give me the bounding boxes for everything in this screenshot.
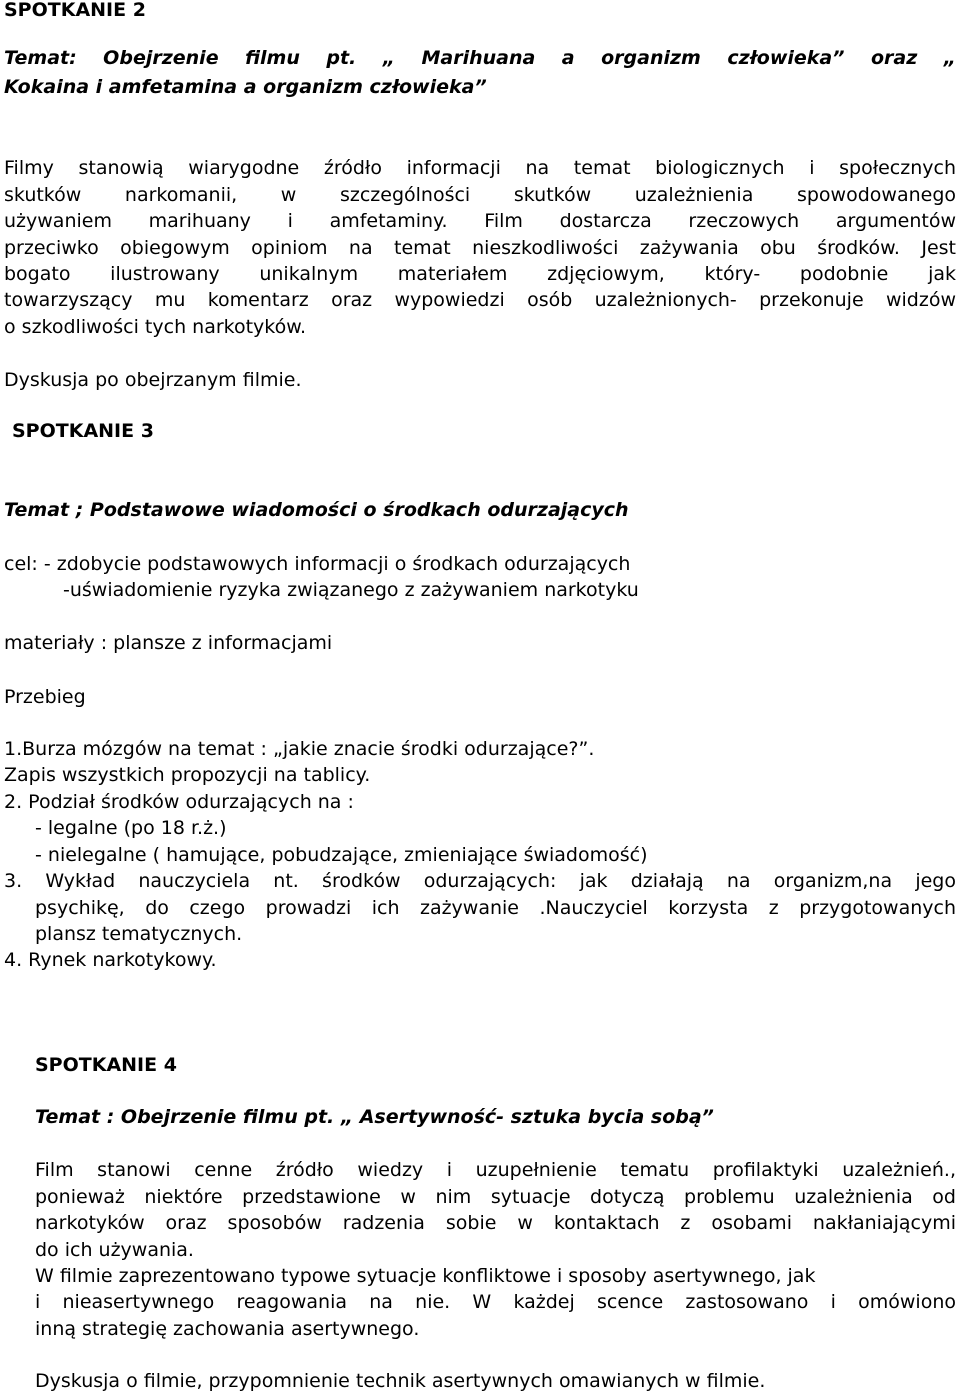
paragraph-line: przeciwko obiegowym opiniom na temat nieszkodliwości zażywania obu środków. Jest (4, 237, 956, 259)
section-heading: SPOTKANIE 4 (35, 1054, 177, 1076)
list-item: 4. Rynek narkotykowy. (4, 949, 217, 971)
discussion-note: Dyskusja po obejrzanym filmie. (4, 369, 302, 391)
paragraph-line: skutków narkomanii, w szczególności skutków uzależnienia spowodowanego (4, 184, 956, 206)
paragraph-line: Filmy stanowią wiarygodne źródło informacji na temat biologicznych i społecznych (4, 157, 956, 179)
section-topic-line: Temat : Obejrzenie filmu pt. „ Asertywność- sztuka bycia sobą” (35, 1106, 714, 1128)
course-label: Przebieg (4, 686, 86, 708)
list-item: Zapis wszystkich propozycji na tablicy. (4, 764, 371, 786)
section-topic-line: Temat: Obejrzenie filmu pt. „ Marihuana a organizm człowieka” oraz „ (4, 47, 956, 69)
paragraph-line: inną strategię zachowania asertywnego. (35, 1318, 420, 1340)
materials-line: materiały : plansze z informacjami (4, 632, 333, 654)
list-item: 2. Podział środków odurzających na : (4, 791, 354, 813)
list-item: plansz tematycznych. (35, 923, 243, 945)
section-topic-line: Temat ; Podstawowe wiadomości o środkach odurzających (4, 499, 629, 521)
paragraph-line: o szkodliwości tych narkotyków. (4, 316, 307, 338)
paragraph-line: W filmie zaprezentowano typowe sytuacje konfliktowe i sposoby asertywnego, jak (35, 1265, 816, 1287)
section-heading: SPOTKANIE 3 (12, 420, 154, 442)
list-subitem: - legalne (po 18 r.ż.) (35, 817, 227, 839)
paragraph-line: Film stanowi cenne źródło wiedzy i uzupełnienie tematu profilaktyki uzależnień., (35, 1159, 956, 1181)
list-item: 1.Burza mózgów na temat : „jakie znacie środki odurzające?”. (4, 738, 595, 760)
paragraph-line: narkotyków oraz sposobów radzenia sobie w kontaktach z osobami nakłaniającymi (35, 1212, 956, 1234)
section-heading: SPOTKANIE 2 (4, 0, 146, 21)
paragraph-line: towarzyszący mu komentarz oraz wypowiedzi osób uzależnionych- przekonuje widzów (4, 289, 956, 311)
paragraph-line: używaniem marihuany i amfetaminy. Film dostarcza rzeczowych argumentów (4, 210, 956, 232)
paragraph-line: ponieważ niektóre przedstawione w nim sytuacje dotyczą problemu uzależnienia od (35, 1186, 956, 1208)
list-item: 3. Wykład nauczyciela nt. środków odurzających: jak działają na organizm,na jego (4, 870, 956, 892)
goal-line: -uświadomienie ryzyka związanego z zażywaniem narkotyku (63, 579, 639, 601)
section-topic-line: Kokaina i amfetamina a organizm człowieka” (4, 76, 487, 98)
list-item: psychikę, do czego prowadzi ich zażywanie .Nauczyciel korzysta z przygotowanych (35, 897, 956, 919)
paragraph-line: do ich używania. (35, 1239, 194, 1261)
list-subitem: - nielegalne ( hamujące, pobudzające, zmieniające świadomość) (35, 844, 648, 866)
goal-line: cel: - zdobycie podstawowych informacji o środkach odurzających (4, 553, 631, 575)
paragraph-line: bogato ilustrowany unikalnym materiałem zdjęciowym, który- podobnie jak (4, 263, 956, 285)
paragraph-line: i nieasertywnego reagowania na nie. W każdej scence zastosowano i omówiono (35, 1291, 956, 1313)
discussion-note: Dyskusja o filmie, przypomnienie technik asertywnych omawianych w filmie. (35, 1370, 766, 1392)
